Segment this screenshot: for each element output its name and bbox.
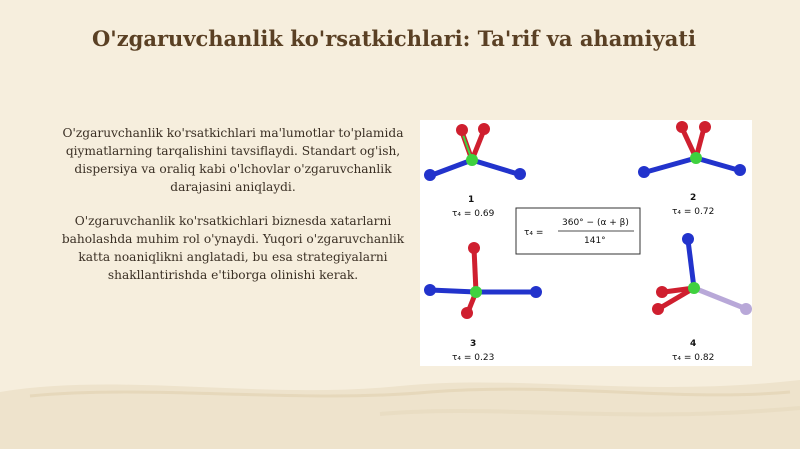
metal-center: [688, 282, 700, 294]
oxygen-atom: [656, 286, 668, 298]
oxygen-atom: [468, 242, 480, 254]
molecule-1-number: 1: [468, 195, 475, 205]
molecule-3-tau: τ₄ = 0.23: [452, 353, 495, 363]
oxygen-atom: [456, 124, 468, 136]
molecule-4-number: 4: [690, 339, 697, 349]
slide-title: O'zgaruvchanlik ko'rsatkichlari: Ta'rif va ahamiyati: [92, 26, 696, 51]
molecule-2-tau: τ₄ = 0.72: [672, 207, 715, 217]
body-text: [52, 124, 414, 300]
molecule-3-number: 3: [470, 339, 477, 349]
molecule-figure: [420, 120, 752, 366]
formula-numerator: 360° − (α + β): [562, 218, 629, 228]
molecule-diagram: [420, 120, 752, 366]
oxygen-atom: [676, 121, 688, 133]
molecule-2-number: 2: [690, 193, 697, 203]
molecule-2: [638, 121, 746, 178]
oxygen-atom: [478, 123, 490, 135]
oxygen-atom: [699, 121, 711, 133]
formula-denominator: 141°: [584, 236, 606, 246]
ligand-atom: [740, 303, 752, 315]
nitrogen-atom: [638, 166, 650, 178]
oxygen-atom: [461, 307, 473, 319]
molecule-4: [652, 233, 752, 315]
oxygen-atom: [652, 303, 664, 315]
nitrogen-atom: [424, 169, 436, 181]
metal-center: [470, 286, 482, 298]
molecule-4-tau: τ₄ = 0.82: [672, 353, 715, 363]
tau4-formula-box: [516, 208, 640, 254]
nitrogen-atom: [682, 233, 694, 245]
paragraph-1: O'zgaruvchanlik ko'rsatkichlari ma'lumotlar to'plamida qiymatlarning tarqalishini tavsiflaydi. Standart og'ish, dispersiya va oraliq kabi o'lchovlar o'zgaruvchanlik darajasini aniqlaydi.: [62, 126, 404, 194]
nitrogen-atom: [530, 286, 542, 298]
paragraph-2: O'zgaruvchanlik ko'rsatkichlari biznesda xatarlarni baholashda muhim rol o'ynaydi. Yuqori o'zgaruvchanlik katta noaniqlikni anglatadi, bu esa strategiyalarni shakllantirishda e'tiborga olinishi kerak.: [61, 214, 405, 282]
metal-center: [690, 152, 702, 164]
molecule-1-tau: τ₄ = 0.69: [452, 209, 495, 219]
formula-lhs: τ₄ =: [524, 228, 544, 238]
nitrogen-atom: [424, 284, 436, 296]
molecule-1: [424, 123, 526, 181]
nitrogen-atom: [514, 168, 526, 180]
metal-center: [466, 154, 478, 166]
nitrogen-atom: [734, 164, 746, 176]
